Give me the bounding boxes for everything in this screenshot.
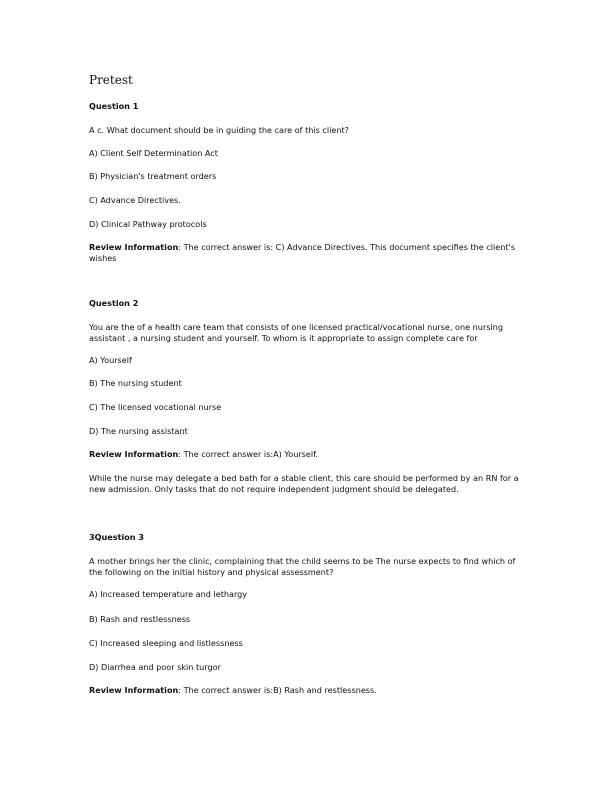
review-text: : The correct answer is:B) Rash and restlessness. — [178, 685, 377, 695]
question-1-heading: Question 1 — [89, 101, 139, 111]
question-2-option-b: B) The nursing student — [89, 378, 182, 388]
page-title: Pretest — [89, 73, 133, 87]
question-1-option-b: B) Physician's treatment orders — [89, 171, 217, 181]
question-1-prompt: A c. What document should be in guiding the care of this client? — [89, 125, 349, 135]
question-1-review — [89, 242, 519, 263]
question-3-prompt: A mother brings her the clinic, complaining that the child seems to be The nurse expects to find which of the following on the initial history and physical assessment? — [89, 556, 516, 577]
review-label: Review Information — [89, 242, 179, 252]
question-3-review — [89, 685, 519, 696]
question-1-option-d: D) Clinical Pathway protocols — [89, 219, 207, 229]
question-2-heading: Question 2 — [89, 298, 139, 308]
question-2-option-d: D) The nursing assistant — [89, 426, 188, 436]
question-2-review — [89, 449, 519, 460]
question-3-option-b: B) Rash and restlessness — [89, 614, 191, 624]
review-label: Review Information — [89, 449, 179, 459]
question-2-explanation: While the nurse may delegate a bed bath for a stable client, this care should be performed by an RN for a new admission. Only tasks that do not require independent judgment should be delegated. — [89, 473, 519, 494]
question-3-option-a: A) Increased temperature and lethargy — [89, 589, 248, 599]
review-text: : The correct answer is:A) Yourself. — [178, 449, 318, 459]
review-text: : The correct answer is: C) Advance Directives. This document specifies the client's wishes — [89, 242, 516, 263]
question-1-option-a: A) Client Self Determination Act — [89, 148, 218, 158]
question-3-heading: 3Question 3 — [89, 532, 144, 542]
question-2-option-c: C) The licensed vocational nurse — [89, 402, 222, 412]
review-label: Review Information — [89, 685, 179, 695]
question-2-prompt: You are the of a health care team that consists of one licensed practical/vocational nurse, one nursing assistant , a nursing student and yourself. To whom is it appropriate to assign complete care for — [89, 322, 503, 343]
question-1-option-c: C) Advance Directives. — [89, 195, 181, 205]
question-3-option-c: C) Increased sleeping and listlessness — [89, 638, 243, 648]
question-3-option-d: D) Diarrhea and poor skin turgor — [89, 662, 221, 672]
question-2-option-a: A) Yourself — [89, 355, 132, 365]
